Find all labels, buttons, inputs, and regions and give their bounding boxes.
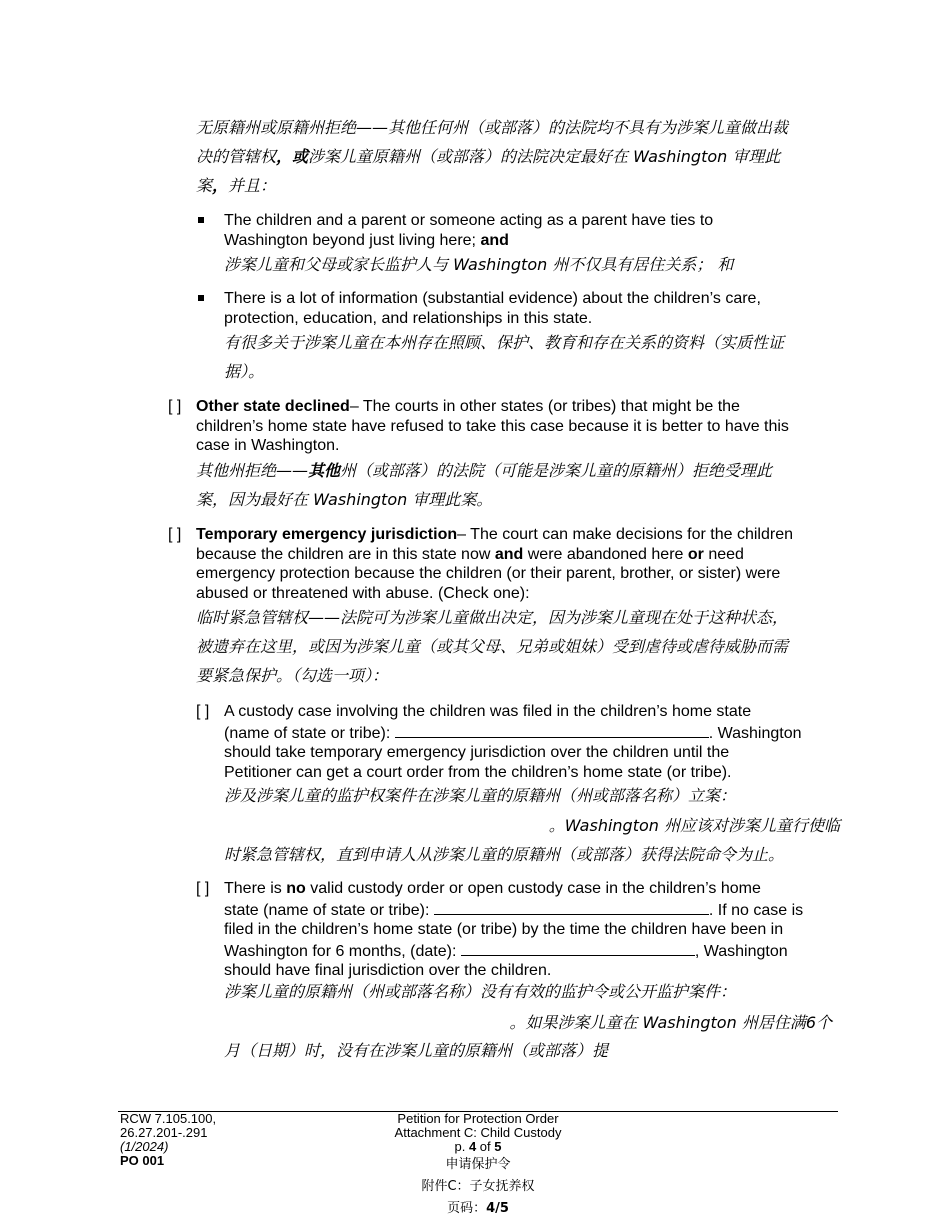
intro-zh-line3: 案，并且：	[196, 176, 277, 195]
option-a-zh-1: 涉及涉案儿童的监护权案件在涉案儿童的原籍州（州或部落名称）立案：	[224, 786, 737, 805]
other-state-en: Other state declined– The courts in other states (or tribes) that might be the children’s home state have refused to take this case because it is better to have this case in Washington.	[196, 398, 789, 454]
option-a-checkbox[interactable]: [ ]	[196, 703, 210, 720]
bullet-marker	[198, 295, 204, 301]
intro-zh	[196, 113, 846, 200]
temp-emergency-en: Temporary emergency jurisdiction– The court can make decisions for the children because the children are in this state now and were abandoned here or need emergency protection because the children (or their parent, brother, or sister) were abused or threatened with abuse. (Check one):	[196, 526, 794, 602]
option-b-checkbox[interactable]: [ ]	[196, 880, 210, 897]
option-a-zh-3: 时紧急管辖权，直到申请人从涉案儿童的原籍州（或部落）获得法院命令为止。	[224, 845, 785, 864]
bullet-2-en: There is a lot of information (substantial evidence) about the children’s care, protection, education, and relationships in this state.	[224, 290, 761, 327]
bullet-1-zh: 涉案儿童和父母或家长监护人与 Washington 州不仅具有居住关系； 和	[224, 255, 734, 274]
page-number: p. 4 of 5	[454, 1139, 502, 1154]
temp-emergency-zh: 临时紧急管辖权——法院可为涉案儿童做出决定，因为涉案儿童现在处于这种状态， 被遗弃在这里，或因为涉案儿童（或其父母、兄弟或姐妹）受到虐待或虐待威胁而需 要紧急保护。（勾选一项）：	[196, 608, 789, 685]
date-input[interactable]	[461, 940, 695, 956]
option-b-en: There is no valid custody order or open custody case in the children’s home state (name of state or tribe): . If no case is filed in the children’s home state (or tribe) by the time the children have been in Washington for 6 months, (date): , Washington should have final jurisdiction over the children.	[224, 880, 804, 979]
home-state-input[interactable]	[434, 899, 709, 915]
intro-zh-line2: 决的管辖权，或涉案儿童原籍州（或部落）的法院决定最好在 Washington 审理此	[196, 147, 781, 166]
footer-left: RCW 7.105.100, 26.27.201-.291 (1/2024) PO 001	[120, 1111, 217, 1168]
intro-zh-line1: 无原籍州或原籍州拒绝——其他任何州（或部落）的法院均不具有为涉案儿童做出裁	[196, 118, 789, 137]
bullet-1-en: The children and a parent or someone acting as a parent have ties to Washington beyond just living here; and	[224, 212, 714, 249]
bullet-2-zh: 有很多关于涉案儿童在本州存在照顾、保护、教育和存在关系的资料（实质性证 据）。	[224, 333, 785, 381]
option-b-zh-2: 。如果涉案儿童在 Washington 州居住满6个	[509, 1013, 832, 1032]
option-b-zh-3: 月（日期）时，没有在涉案儿童的原籍州（或部落）提	[224, 1041, 609, 1060]
temp-emergency-checkbox[interactable]: [ ]	[168, 526, 182, 543]
footer-center: Petition for Protection Order Attachment C: Child Custody p. 4 of 5 申请保护令 附件C：子女抚养权 页码：4/5	[328, 1112, 628, 1220]
option-a-zh-2: 。Washington 州应该对涉案儿童行使临	[548, 816, 840, 835]
temp-emergency-title: Temporary emergency jurisdiction	[196, 526, 458, 543]
home-state-input[interactable]	[395, 722, 709, 738]
option-b-zh-1: 涉案儿童的原籍州（州或部落名称）没有有效的监护令或公开监护案件：	[224, 982, 737, 1001]
page-number-zh: 页码：4/5	[447, 1201, 509, 1216]
bullet-marker	[198, 217, 204, 223]
other-state-zh: 其他州拒绝——其他州（或部落）的法院（可能是涉案儿童的原籍州）拒绝受理此 案，因为最好在 Washington 审理此案。	[196, 461, 773, 509]
other-state-checkbox[interactable]: [ ]	[168, 398, 182, 415]
option-a-en: A custody case involving the children was filed in the children’s home state (name of state or tribe): . Washington should take temporary emergency jurisdiction over the children until the Petitioner can get a court order from the children’s home state (or tribe).	[224, 703, 802, 781]
other-state-title: Other state declined	[196, 398, 350, 415]
